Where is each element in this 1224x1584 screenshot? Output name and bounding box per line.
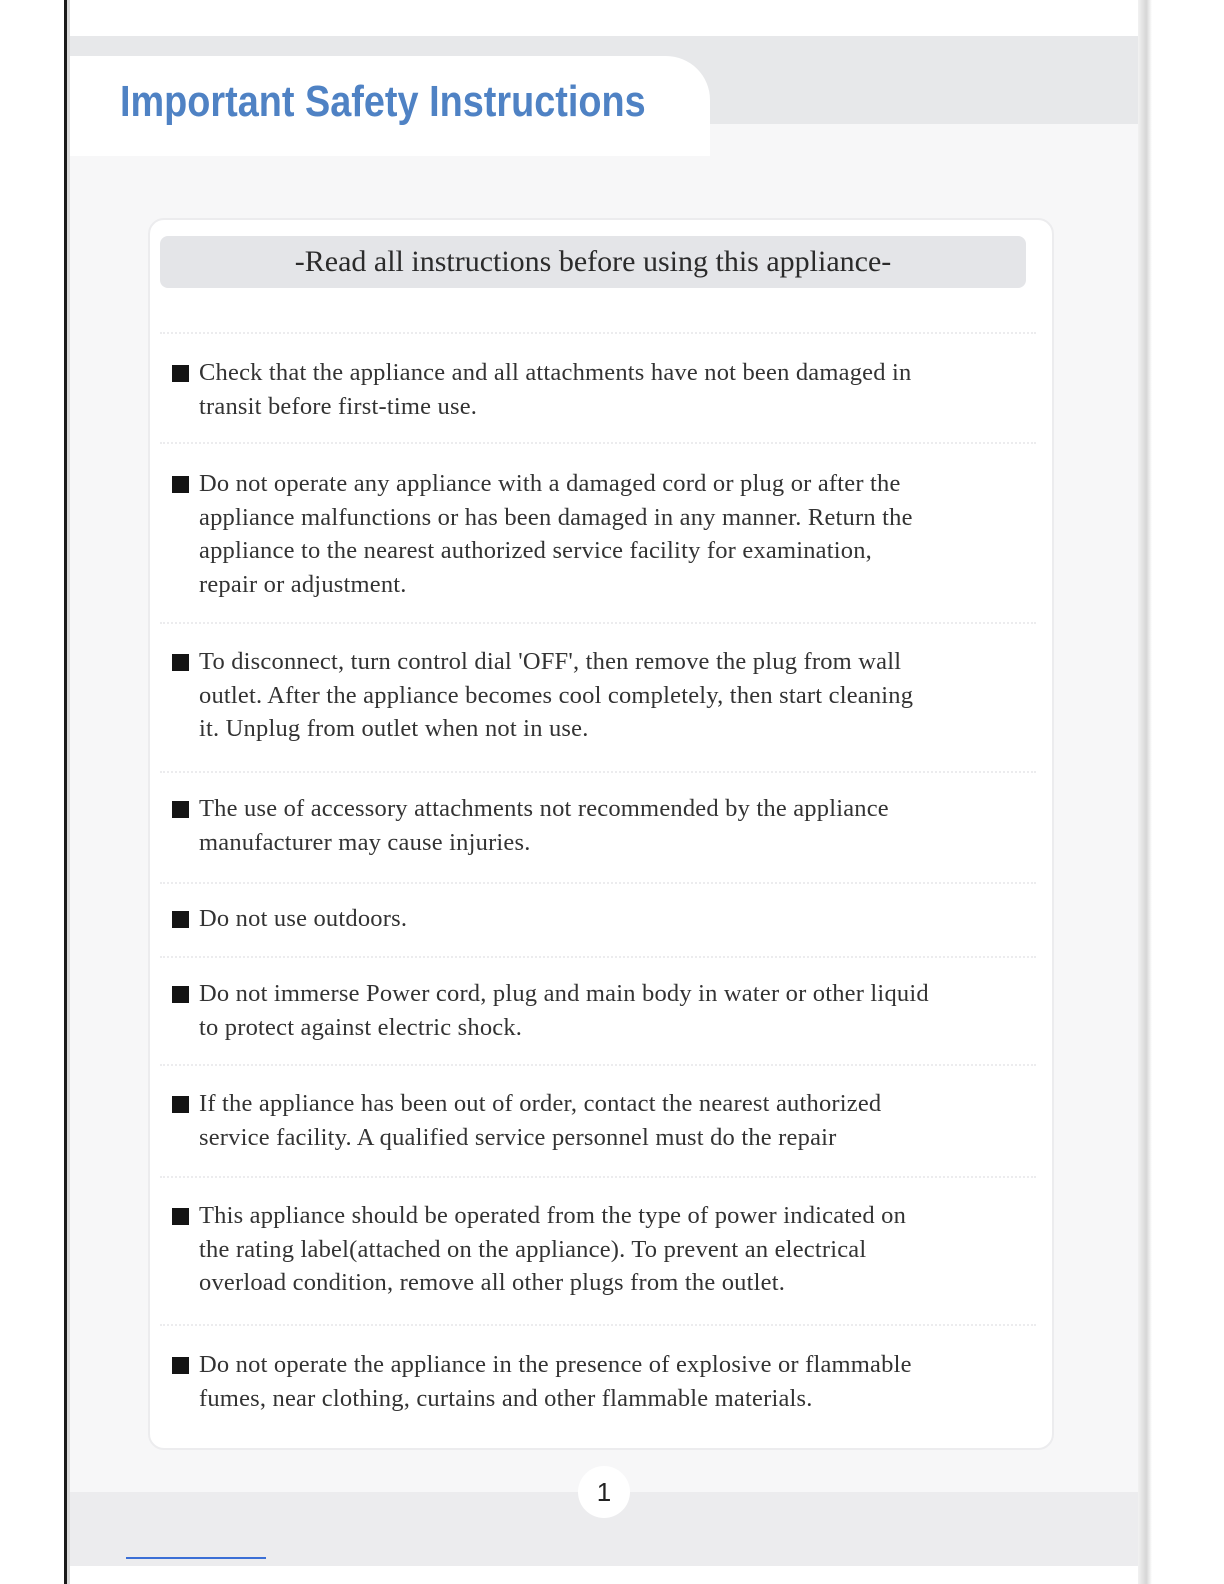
instruction-item — [172, 1199, 1042, 1300]
instruction-line: the rating label(attached on the appliance). To prevent an electrical — [199, 1235, 867, 1263]
dotted-divider — [160, 622, 1036, 624]
instruction-line: Do not operate any appliance with a damaged cord or plug or after the — [199, 470, 901, 497]
instruction-line: fumes, near clothing, curtains and other flammable materials. — [199, 1384, 813, 1412]
dotted-divider — [160, 956, 1036, 958]
square-bullet-icon — [172, 801, 189, 818]
instruction-item — [172, 792, 1042, 859]
instruction-item — [172, 1348, 1042, 1415]
dotted-divider — [160, 1176, 1036, 1178]
instruction-line: Do not immerse Power cord, plug and main body in water or other liquid — [199, 980, 929, 1007]
instruction-item — [172, 645, 1042, 746]
instruction-item — [172, 1087, 1042, 1154]
instruction-line: appliance to the nearest authorized service facility for examination, — [199, 537, 872, 564]
page-title: Important Safety Instructions — [120, 77, 646, 126]
instruction-text — [199, 792, 889, 859]
instruction-text — [199, 977, 929, 1044]
instruction-line: Check that the appliance and all attachments have not been damaged in — [199, 359, 912, 386]
instruction-line: manufacturer may cause injuries. — [199, 828, 531, 856]
dotted-divider — [160, 332, 1036, 334]
instruction-line: service facility. A qualified service personnel must do the repair — [199, 1123, 837, 1151]
instruction-line: Do not operate the appliance in the presence of explosive or flammable — [199, 1351, 912, 1378]
instruction-item — [172, 977, 1042, 1044]
instruction-line: repair or adjustment. — [199, 570, 407, 598]
instruction-line: appliance malfunctions or has been damaged in any manner. Return the — [199, 503, 913, 531]
subheading: -Read all instructions before using this appliance- — [294, 245, 892, 278]
instruction-line: If the appliance has been out of order, contact the nearest authorized — [199, 1090, 882, 1117]
instruction-line: To disconnect, turn control dial 'OFF', then remove the plug from wall — [199, 648, 902, 675]
dotted-divider — [160, 1324, 1036, 1326]
instruction-line: This appliance should be operated from the type of power indicated on — [199, 1202, 907, 1229]
instruction-item — [172, 902, 1042, 936]
instruction-item — [172, 467, 1042, 601]
scan-mark — [126, 1557, 266, 1559]
dotted-divider — [160, 882, 1036, 884]
instruction-text — [199, 1348, 912, 1415]
instruction-line: outlet. After the appliance becomes cool completely, then start cleaning — [199, 681, 914, 709]
square-bullet-icon — [172, 365, 189, 382]
dotted-divider — [160, 442, 1036, 444]
square-bullet-icon — [172, 986, 189, 1003]
page-number: 1 — [596, 1477, 612, 1507]
square-bullet-icon — [172, 476, 189, 493]
instruction-line: it. Unplug from outlet when not in use. — [199, 715, 589, 742]
instruction-line: overload condition, remove all other plugs from the outlet. — [199, 1269, 786, 1296]
square-bullet-icon — [172, 1096, 189, 1113]
square-bullet-icon — [172, 911, 189, 928]
instruction-text — [199, 902, 407, 936]
instruction-line: to protect against electric shock. — [199, 1013, 523, 1041]
instruction-item — [172, 356, 1042, 423]
square-bullet-icon — [172, 1208, 189, 1225]
instruction-line: transit before first-time use. — [199, 392, 478, 420]
instruction-text — [199, 356, 911, 423]
instruction-text — [199, 1199, 906, 1300]
square-bullet-icon — [172, 1357, 189, 1374]
dotted-divider — [160, 1064, 1036, 1066]
square-bullet-icon — [172, 654, 189, 671]
instruction-line: The use of accessory attachments not recommended by the appliance — [199, 795, 889, 822]
page-right-edge — [1138, 0, 1152, 1584]
instruction-text — [199, 645, 913, 746]
instruction-text — [199, 1087, 881, 1154]
instruction-text — [199, 467, 913, 601]
dotted-divider — [160, 771, 1036, 773]
instruction-line: Do not use outdoors. — [199, 905, 408, 932]
